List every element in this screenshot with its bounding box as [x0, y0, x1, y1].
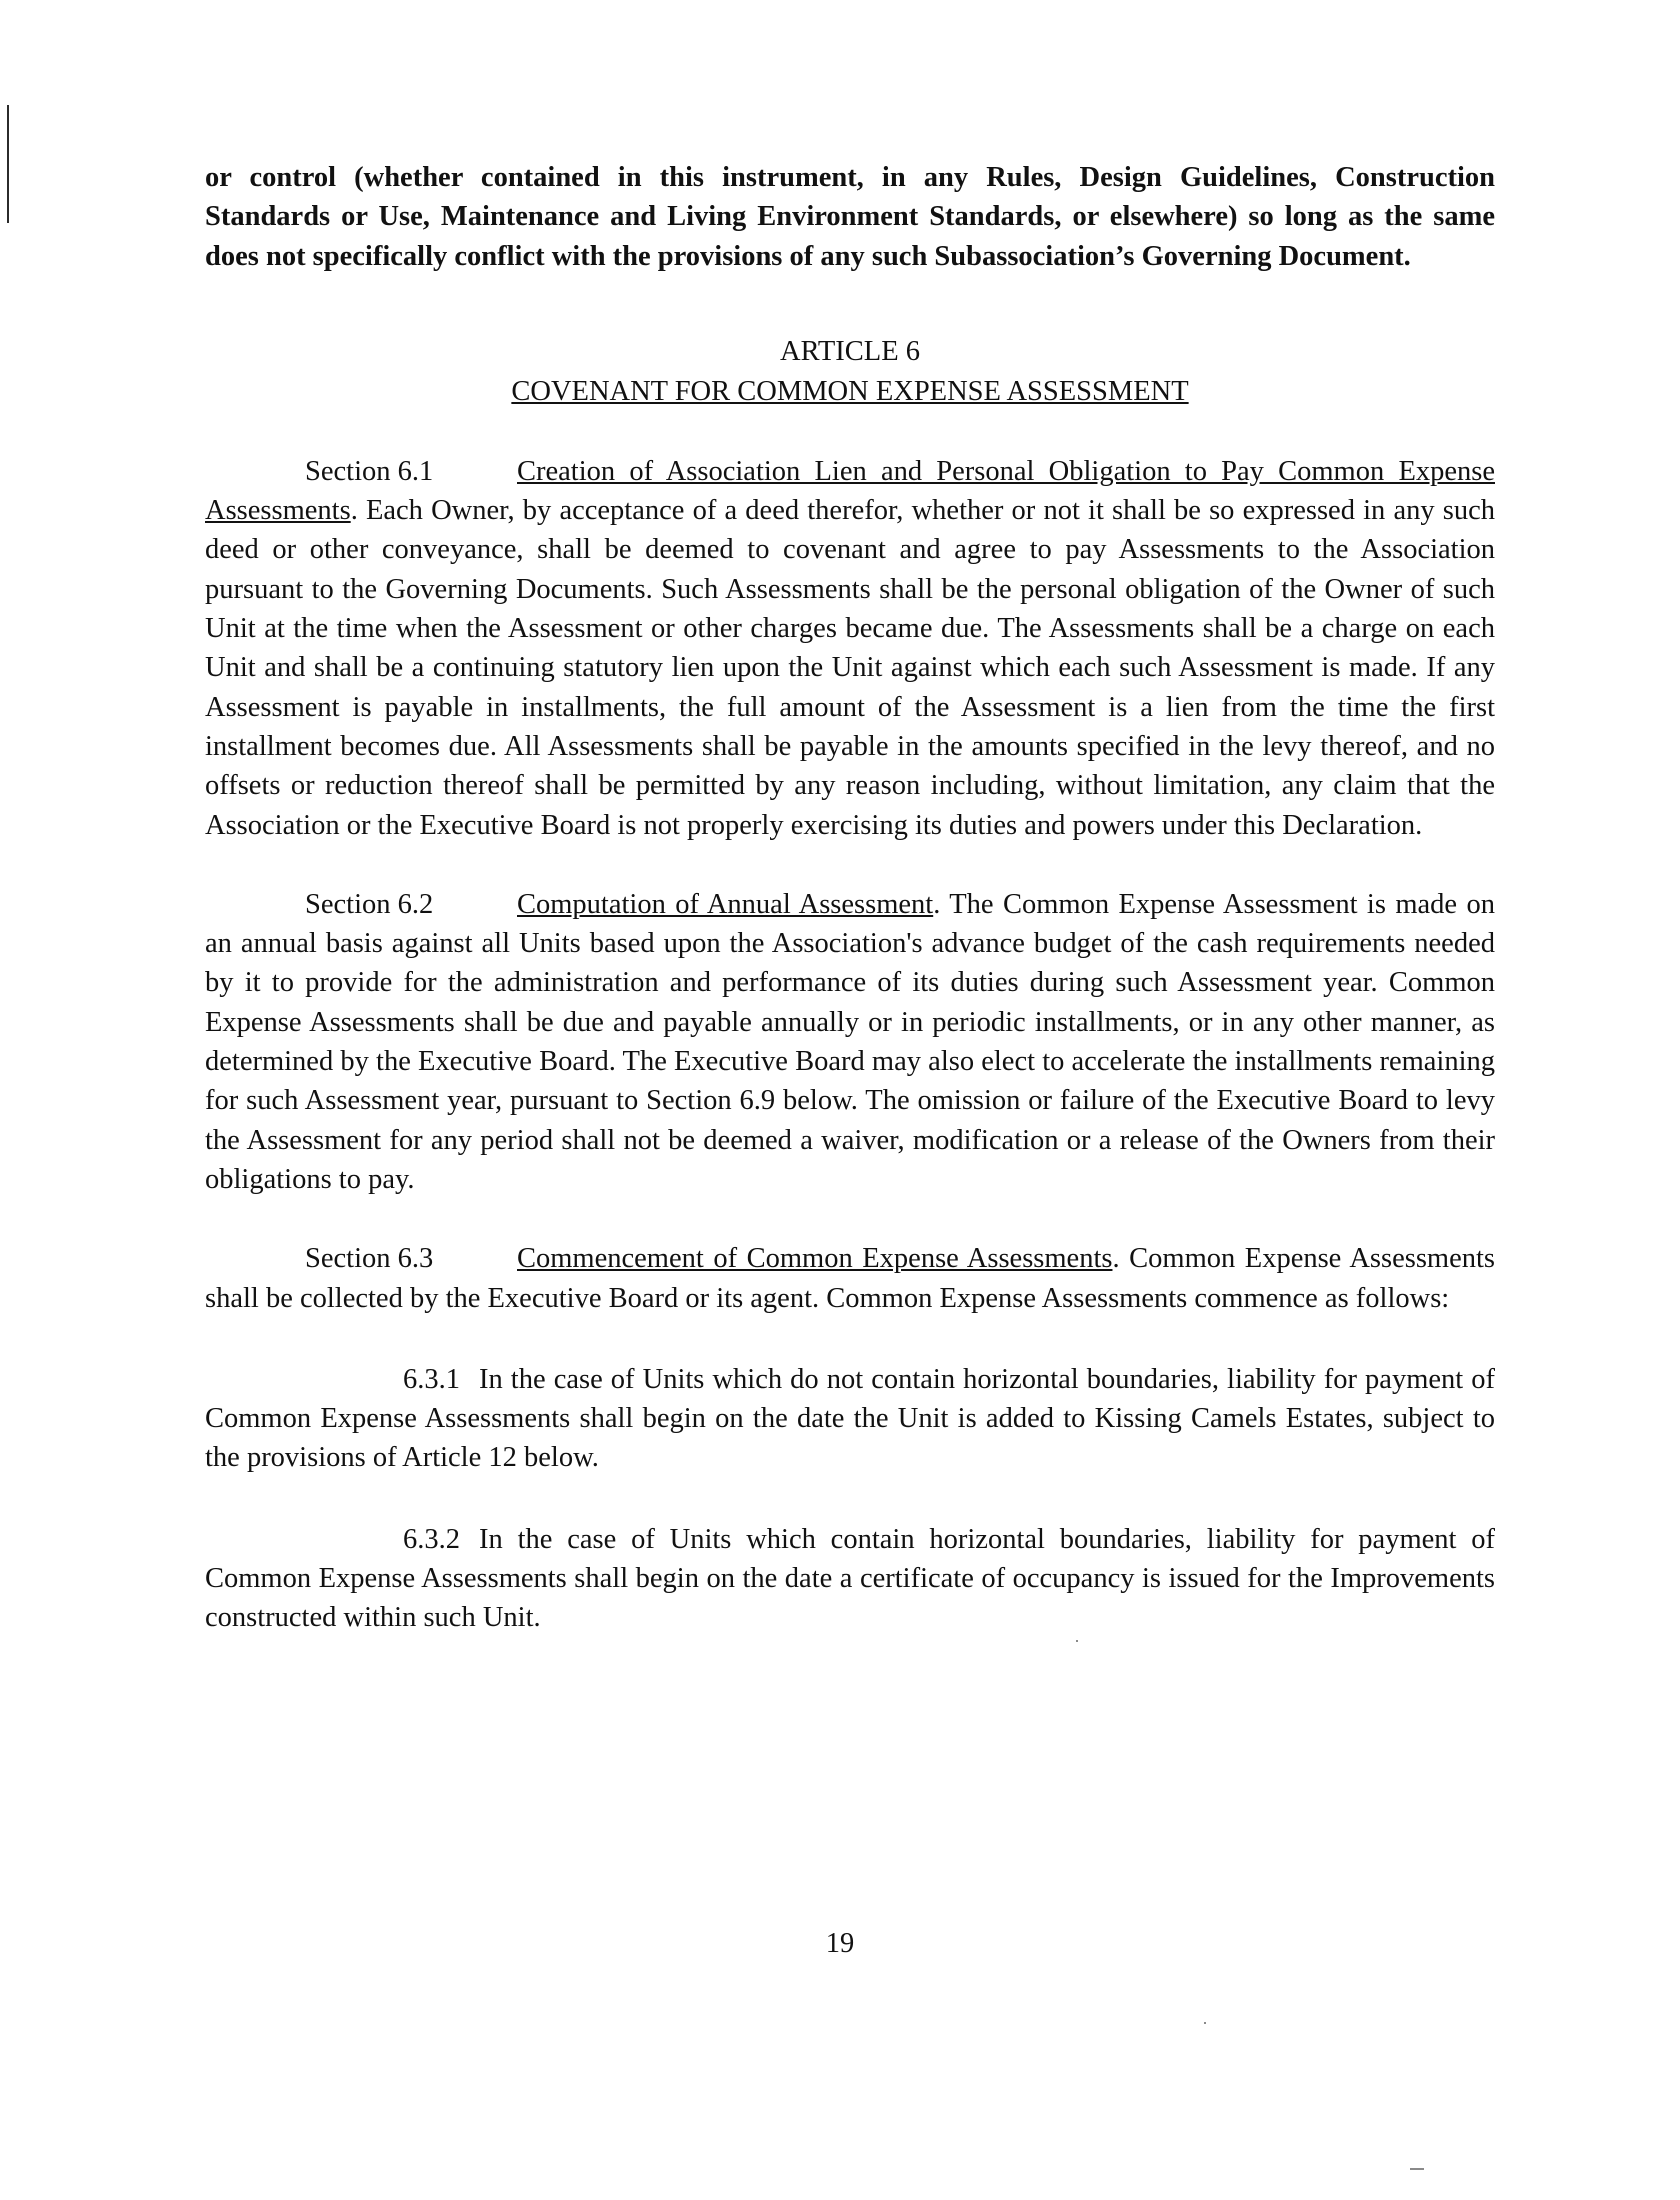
section-number: Section 6.3 [305, 1243, 434, 1275]
subsection-body: In the case of Units which do not contain horizontal boundaries, liability for payment of Common Expense Assessments shall begin on the date the Unit is added to Kissing Camels Estates, subject to the provisions of Article 12 below. [205, 1363, 1495, 1474]
intro-paragraph: or control (whether contained in this instrument, in any Rules, Design Guidelines, Construction Standards or Use, Maintenance and Living Environment Standards, or elsewhere) so long as the same does not specifically conflict with the provisions of any such Subassociation’s Governing Document. [205, 162, 1495, 272]
page-number: 19 [825, 1928, 855, 1959]
article-heading [205, 332, 1495, 412]
subsection-6-3-1 [205, 1360, 1495, 1478]
section-6-1 [205, 452, 1495, 845]
section-6-2 [205, 885, 1495, 1199]
subsection-number: 6.3.2 [403, 1523, 460, 1555]
margin-scan-mark [7, 105, 9, 223]
document-body [205, 158, 1495, 1638]
subsection-number: 6.3.1 [403, 1363, 460, 1395]
section-body: . The Common Expense Assessment is made on an annual basis against all Units based upon the Association's advance budget of the cash requirements needed by it to provide for the administration and performance of its duties during such Assessment year. Common Expense Assessments shall be due and payable annually or in periodic installments, or in any other manner, as determined by the Executive Board. The Executive Board may also elect to accelerate the installments remaining for such Assessment year, pursuant to Section 6.9 below. The omission or failure of the Executive Board to levy the Assessment for any period shall not be deemed a waiver, modification or a release of the Owners from their obligations to pay. [205, 888, 1495, 1195]
scan-speck [1076, 1640, 1078, 1642]
section-caption: Computation of Annual Assessment [517, 888, 934, 920]
scan-speck [1410, 2168, 1424, 2170]
scan-speck [1204, 2022, 1206, 2024]
section-6-3 [205, 1239, 1495, 1318]
section-body: . Each Owner, by acceptance of a deed therefor, whether or not it shall be so expressed in any such deed or other conveyance, shall be deemed to covenant and agree to pay Assessments to the Association pursuant to the Governing Documents. Such Assessments shall be the personal obligation of the Owner of such Unit at the time when the Assessment or other charges became due. The Assessments shall be a charge on each Unit and shall be a continuing statutory lien upon the Unit against which each such Assessment is made. If any Assessment is payable in installments, the full amount of the Assessment is a lien from the time the first installment becomes due. All Assessments shall be payable in the amounts specified in the levy thereof, and no offsets or reduction thereof shall be permitted by any reason including, without limitation, any claim that the Association or the Executive Board is not properly exercising its duties and powers under this Declaration. [205, 495, 1495, 841]
section-caption: Commencement of Common Expense Assessments [517, 1243, 1113, 1275]
article-title: COVENANT FOR COMMON EXPENSE ASSESSMENT [511, 375, 1189, 407]
section-number: Section 6.1 [305, 455, 434, 487]
subsection-6-3-2 [205, 1520, 1495, 1638]
section-number: Section 6.2 [305, 888, 434, 920]
section-body: . Common Expense Assessments shall be collected by the Executive Board or its agent. Common Expense Assessments commence as follows: [205, 1243, 1495, 1314]
article-label: ARTICLE 6 [780, 335, 920, 367]
section-caption: Creation of Association Lien and Personal Obligation to Pay Common Expense Assessments [205, 455, 1495, 527]
subsection-body: In the case of Units which contain horizontal boundaries, liability for payment of Common Expense Assessments shall begin on the date a certificate of occupancy is issued for the Improvements constructed within such Unit. [205, 1523, 1495, 1634]
